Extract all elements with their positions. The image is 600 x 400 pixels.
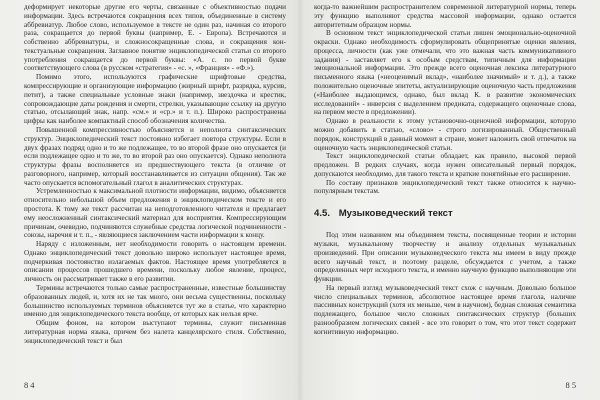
- section-title: Музыковедческий текст: [338, 208, 453, 220]
- paragraph: Общим фоном, на котором выступают термины, служит письменная литературная норма языка, причем без налета канцелярского стиля. Собственно, энциклопедический текст и был: [24, 319, 286, 345]
- right-page-text: [314, 3, 576, 337]
- paragraph: Текст энциклопедической статьи обладает, как правило, высокой первой предложен. В редких случаях, когда нужен описательный первый порядок, допускаются необходимо, для такого текста и краткие понятийные его расширение.: [314, 152, 576, 178]
- page-number: 8 4: [24, 381, 35, 390]
- paragraph: По составу признаков энциклопедический текст также относится к научно-популярным текстам.: [314, 178, 576, 196]
- paragraph: На первый взгляд музыковедческий текст схож с научным. Довольно большое число специальных терминов, абсолютное настоящее время глагола, наличие пассивных конструкций (хотя их меньше, чем в научном), бедная сложная семантика подлежащего, большое число сложных синтаксических структур (больших разнообразием логических связей - все это говорит о том, что этот текст содержит когнитивную информацию.: [314, 283, 576, 336]
- left-page-text: [24, 3, 286, 345]
- paragraph: Однако в реальности к этому установочно-оценочной информации, которую можно добавить в статью, «слово» - строго логизированный. Общественный порядок, конструкций в данный момент в стране, может наложить свой отпечаток на оценочную часть энциклопедической статьи.: [314, 117, 576, 152]
- section-number: 4.5.: [314, 208, 331, 220]
- section-heading: [314, 208, 576, 220]
- right-page: [314, 3, 576, 395]
- paragraph: Устремленностью к максимальной плотности информации, видимо, объясняется относительно небольшой объем предложения в энциклопедическом тексте и его простота. К тому же текст рассчитан на неподготовленного читателя и предлагает ему неосложненный синтаксический материал для восприятия. Компрессирующим причинам, очевидно, подчиняются служебные средства логической подчиненности - союзы, наречия и т. п., - являющиеся заключением части информации к концу.: [24, 187, 286, 240]
- paragraph: Под этим названием мы объединяем тексты, посвященные теории и истории музыки, музыкальному творчеству и анализу отдельных музыкальных произведений. При описании музыковедческого текста мы имеем в виду прежде всего научный текст, и поэтому разделе, обсуждается с учетом, а также определенных черт исходного текста, и именно научную функцию выполняющие эти функции.: [314, 231, 576, 284]
- paragraph: Повышенной компрессивностью объясняется и неполнота синтаксических структур. Энциклопедический текст постоянно избегает повтора структуры. Если в двух фразах подряд одно и то же подлежащее, то во второй фразе оно опускается (и если подлежащее одно и то же, то во второй раз оно опускается). Однако неполнота структуры фразы восполняется из предшествующего текста (в отличие от разговорного, например, который восстанавливается из ситуации общения). Так же часто опускается вспомогательный глагол в аналитических структурах.: [24, 125, 286, 187]
- paragraph: когда-то важнейшим распространителем современной литературной нормы, теперь эту функцию выполняют средства массовой информации, однако остается авторитетным образцом нормы.: [314, 3, 576, 29]
- paragraph: деформирует некоторые другие его черты, связанные с объективностью подачи информации. Здесь встречаются сокращения всех типов, объединенные в систему аббревиатур. Любое слово, используемое в тексте не один раз, начиная со второго раза, сокращается до первой буквы (например, Е. - Европа). Встречаются и собственно аббревиатуры, и сложносокращенные слова, и сокращения контекстуальные сокращения. Заглавное понятие энциклопедической статьи со второго употребления сокращается до первой буквы: «А. с. по первой букве соответствующего слова (в русском «стратегия» - «с. », «Франция» - «Ф.»).: [24, 3, 286, 73]
- left-page: [24, 3, 286, 395]
- paragraph: Термины встречаются только самые распространенные, известные большинству образованных людей, и, хотя их не так много, они весьма существенны, поскольку большинство используемых терминов объясняется тут же в статье, что характерно именно для энциклопедического текста вообще, от которых как нельзя ярче.: [24, 284, 286, 319]
- paragraph: Наряду с изложенным, нет необходимости говорить о настоящем времени. Однако энциклопедический текст довольно широко использует настоящее время, подчеркивая постоянство излагаемых фактов. Настоящее время употребляется в описании процессов прошедшего времени, поскольку любое явление, процесс, личность он рассматривает также в его развитии.: [24, 240, 286, 284]
- paragraph: В основном текст энциклопедической статьи лишен эмоционально-оценочной окраски. Однако необходимость сформулировать общепринятые оценки явления, процесса, личности (как уже отмечали, что это важная часть коммуникативного задания) - заставляет его к особым средствам, типичным для информации эмоциональной информации. Это прежде всего оценочная лексика литературного письменного языка («неоценимый вклад», «наиболее значимый» и т. д.), а также положительно оценочные эпитеты, актуализирующие оценочную часть предложения («Наиболее выдающимся, однако, был вклад К. в развитие экономических исследований» - инверсия с выделением предиката, содержащего оценочные слова, на первом месте в предложении).: [314, 29, 576, 117]
- page-number: 8 5: [565, 381, 576, 390]
- paragraph: Помимо этого, используются графические шрифтовые средства, компрессирующие и организующие информацию (жирный шрифт, разрядка, курсив, петит), а также специальные условные знаки (например, звездочка и крестик, сопровождающие даты рождения и смерти, стрелки, указывающие ссылку на другую статью, отсылающий знак, напр. «см.» и «ср.» и т. п.). Широко распространены цифры как наиболее компактный способ обозначения количества.: [24, 73, 286, 126]
